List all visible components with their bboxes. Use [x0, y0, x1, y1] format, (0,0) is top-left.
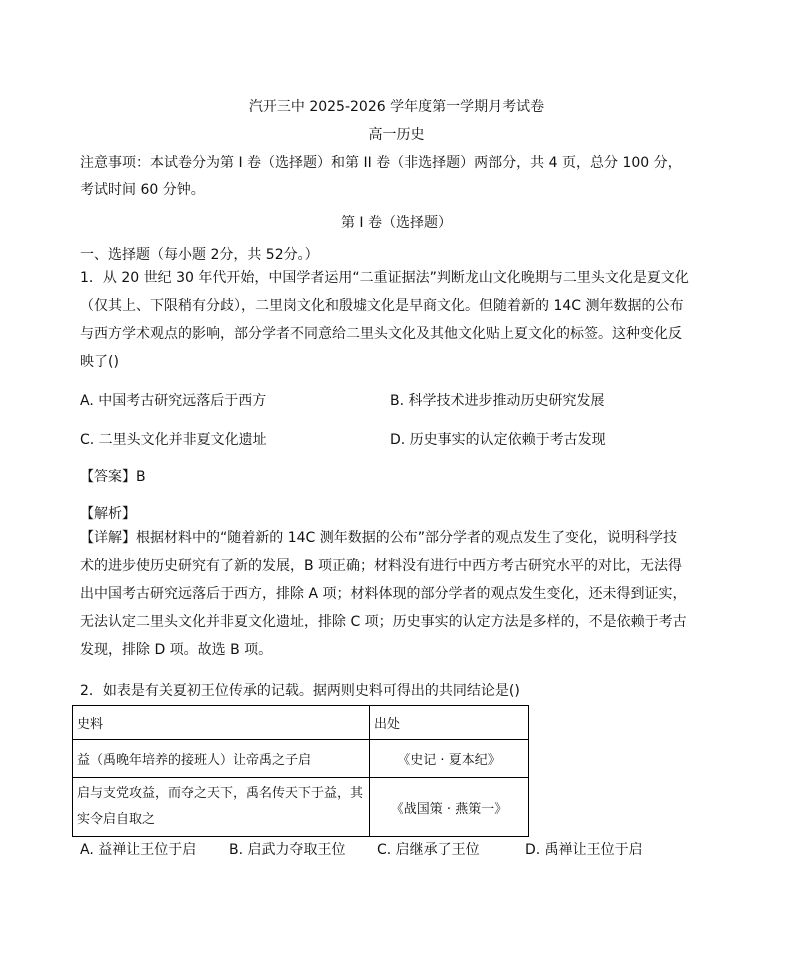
notice-line-2: 考试时间 60 分钟。: [80, 182, 205, 198]
table-header-cell: 出处: [370, 706, 529, 740]
answer-label: 【答案】: [80, 469, 136, 485]
table-header-row: [73, 706, 529, 740]
q1-detail: [80, 524, 690, 664]
subject-title: 高一历史: [368, 127, 425, 143]
notice-line-1: 注意事项：本试卷分为第 I 卷（选择题）和第 II 卷（非选择题）两部分，共 4 页，总分 100 分，: [80, 155, 682, 171]
detail-text: 根据材料中的“随着新的 14C 测年数据的公布”部分学者的观点发生了变化，说明科学技术的进步使历史研究有了新的发展，B 项正确；材料没有进行中西方考古研究水平的对比，无法得出中国考古研究远落后于西方，排除 A 项；材料体现的部分学者的观点发生变化，还未得到证实，无法认定二里头文化并非夏文化遗址，排除 C 项；历史事实的认定方法是多样的，不是依赖于考古发现，排除 D 项。故选 B 项。: [80, 530, 687, 658]
exam-title: 汽开三中 2025-2026 学年度第一学期月考试卷: [248, 99, 545, 115]
q2-option-c: C. 启继承了王位: [377, 842, 480, 858]
source-table: [72, 705, 529, 837]
q2-option-d: D. 禹禅让王位于启: [525, 842, 643, 858]
q1-answer: [80, 466, 146, 486]
answer-value: B: [136, 469, 146, 485]
q2-option-b: B. 启武力夺取王位: [229, 842, 346, 858]
question-1-stem: 1．从 20 世纪 30 年代开始，中国学者运用“二重证据法”判断龙山文化晚期与二里头文化是夏文化（仅其上、下限稍有分歧），二里岗文化和殷墟文化是早商文化。但随着新的 14C 测年数据的公布与西方学术观点的影响，部分学者不同意给二里头文化及其他文化贴上夏文化的标签。这种变化反映了(): [80, 270, 689, 370]
table-row: [73, 740, 529, 778]
table-cell: 益（禹晚年培养的接班人）让帝禹之子启: [73, 740, 370, 778]
analysis-label: 【解析】: [80, 506, 136, 522]
question-2-stem: 2．如表是有关夏初王位传承的记载。据两则史料可得出的共同结论是(): [80, 683, 520, 699]
detail-label: 【详解】: [80, 530, 136, 546]
q1-option-d: D. 历史事实的认定依赖于考古发现: [390, 432, 606, 448]
table-header-cell: 史料: [73, 706, 370, 740]
table-cell: 《战国策 · 燕策一》: [370, 778, 529, 837]
table-row: [73, 778, 529, 837]
table-cell: 《史记 · 夏本纪》: [370, 740, 529, 778]
q1-option-b: B. 科学技术进步推动历史研究发展: [390, 393, 605, 409]
table-cell: 启与支党攻益，而夺之天下，禹名传天下于益，其实令启自取之: [73, 778, 370, 837]
q1-option-c: C. 二里头文化并非夏文化遗址: [80, 432, 267, 448]
q2-option-a: A. 益禅让王位于启: [80, 842, 197, 858]
q1-option-a: A. 中国考古研究远落后于西方: [80, 393, 267, 409]
section-instruction: 一、选择题（每小题 2分，共 52分。）: [80, 247, 319, 263]
section-title: 第 I 卷（选择题）: [340, 215, 453, 231]
